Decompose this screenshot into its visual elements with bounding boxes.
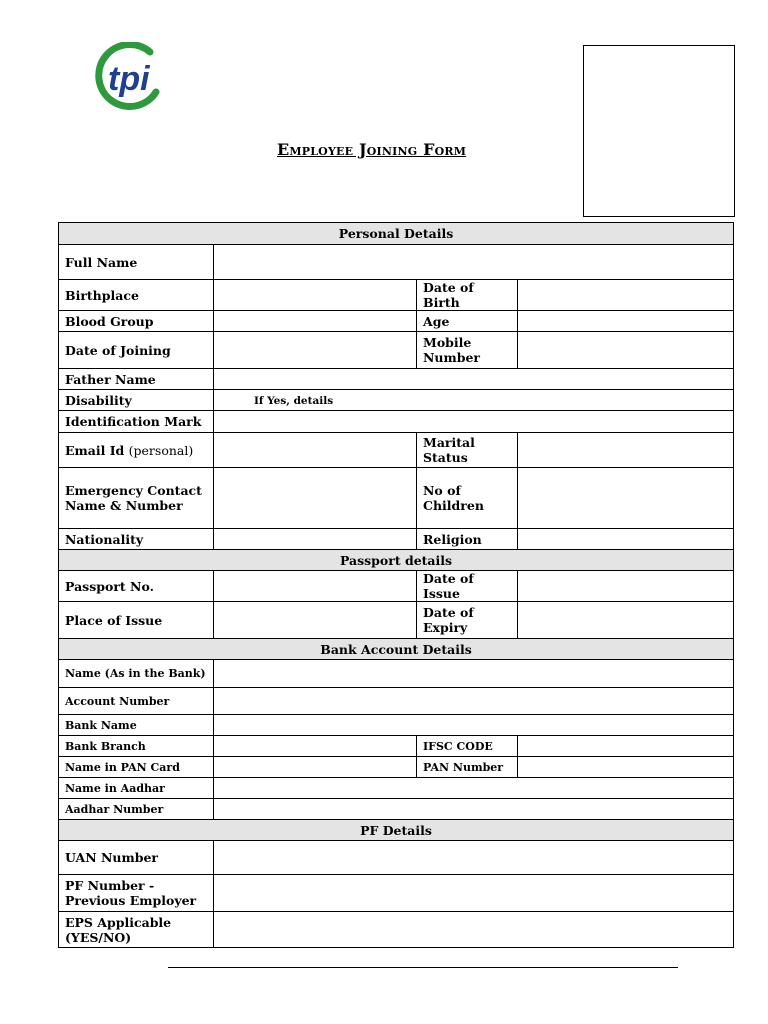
logo-text: tpi [108, 60, 150, 98]
label-age: Age [417, 311, 518, 332]
photo-box[interactable] [583, 45, 735, 217]
label-place-of-issue: Place of Issue [59, 602, 214, 639]
label-date-of-joining: Date of Joining [59, 332, 214, 369]
aadhar-number-field[interactable] [214, 799, 734, 820]
label-pan-number: PAN Number [417, 757, 518, 778]
label-marital-status: Marital Status [417, 433, 518, 468]
section-header-row [59, 550, 734, 571]
label-date-of-birth: Date of Birth [417, 280, 518, 311]
label-religion: Religion [417, 529, 518, 550]
label-date-of-expiry: Date of Expiry [417, 602, 518, 639]
table-row [59, 757, 734, 778]
table-row [59, 912, 734, 948]
table-row [59, 660, 734, 688]
date-of-issue-field[interactable] [518, 571, 734, 602]
pan-number-field[interactable] [518, 757, 734, 778]
label-nationality: Nationality [59, 529, 214, 550]
bank-name-field[interactable] [214, 715, 734, 736]
name-in-pan-field[interactable] [214, 757, 417, 778]
label-no-of-children: No of Children [417, 468, 518, 529]
label-name-in-aadhar: Name in Aadhar [59, 778, 214, 799]
table-row [59, 390, 734, 411]
name-in-bank-field[interactable] [214, 660, 734, 688]
label-bank-name: Bank Name [59, 715, 214, 736]
identification-mark-field[interactable] [214, 411, 734, 433]
label-pf-number-previous: PF Number -Previous Employer [59, 875, 214, 912]
account-number-field[interactable] [214, 688, 734, 715]
marital-status-field[interactable] [518, 433, 734, 468]
table-row [59, 280, 734, 311]
disability-field[interactable] [214, 390, 734, 411]
label-eps-applicable: EPS Applicable (YES/NO) [59, 912, 214, 948]
form-title: Employee Joining Form [277, 140, 467, 159]
table-row [59, 715, 734, 736]
label-name-in-bank: Name (As in the Bank) [59, 660, 214, 688]
pf-number-previous-field[interactable] [214, 875, 734, 912]
email-id-text: Email Id [65, 442, 125, 458]
blood-group-field[interactable] [214, 311, 417, 332]
religion-field[interactable] [518, 529, 734, 550]
section-pf-details: PF Details [59, 820, 734, 841]
father-name-field[interactable] [214, 369, 734, 390]
disability-note: If Yes, details [254, 394, 334, 407]
section-header-row [59, 820, 734, 841]
table-row [59, 602, 734, 639]
table-row [59, 468, 734, 529]
email-qualifier: (personal) [128, 442, 194, 458]
section-header-row [59, 223, 734, 245]
eps-applicable-field[interactable] [214, 912, 734, 948]
table-row [59, 799, 734, 820]
label-uan-number: UAN Number [59, 841, 214, 875]
age-field[interactable] [518, 311, 734, 332]
full-name-field[interactable] [214, 245, 734, 280]
table-row [59, 841, 734, 875]
label-ifsc-code: IFSC CODE [417, 736, 518, 757]
table-row [59, 688, 734, 715]
table-row [59, 311, 734, 332]
place-of-issue-field[interactable] [214, 602, 417, 639]
section-bank-account-details: Bank Account Details [59, 639, 734, 660]
label-passport-no: Passport No. [59, 571, 214, 602]
section-personal-details: Personal Details [59, 223, 734, 245]
label-account-number: Account Number [59, 688, 214, 715]
uan-number-field[interactable] [214, 841, 734, 875]
label-bank-branch: Bank Branch [59, 736, 214, 757]
label-name-in-pan: Name in PAN Card [59, 757, 214, 778]
table-row [59, 778, 734, 799]
joining-form-table [58, 222, 734, 948]
label-full-name: Full Name [59, 245, 214, 280]
section-header-row [59, 639, 734, 660]
bank-branch-field[interactable] [214, 736, 417, 757]
nationality-field[interactable] [214, 529, 417, 550]
label-identification-mark: Identification Mark [59, 411, 214, 433]
table-row [59, 571, 734, 602]
section-passport-details: Passport details [59, 550, 734, 571]
company-logo [94, 42, 166, 114]
table-row [59, 332, 734, 369]
label-birthplace: Birthplace [59, 280, 214, 311]
table-row [59, 433, 734, 468]
table-row [59, 411, 734, 433]
label-date-of-issue: Date of Issue [417, 571, 518, 602]
label-disability: Disability [59, 390, 214, 411]
date-of-joining-field[interactable] [214, 332, 417, 369]
label-blood-group: Blood Group [59, 311, 214, 332]
no-of-children-field[interactable] [518, 468, 734, 529]
birthplace-field[interactable] [214, 280, 417, 311]
name-in-aadhar-field[interactable] [214, 778, 734, 799]
date-of-birth-field[interactable] [518, 280, 734, 311]
table-row [59, 245, 734, 280]
table-row [59, 369, 734, 390]
emergency-contact-field[interactable] [214, 468, 417, 529]
label-emergency-contact: Emergency Contact Name & Number [59, 468, 214, 529]
label-mobile-number: Mobile Number [417, 332, 518, 369]
email-id-field[interactable] [214, 433, 417, 468]
label-aadhar-number: Aadhar Number [59, 799, 214, 820]
mobile-number-field[interactable] [518, 332, 734, 369]
date-of-expiry-field[interactable] [518, 602, 734, 639]
ifsc-code-field[interactable] [518, 736, 734, 757]
label-email-id [59, 433, 214, 468]
table-row [59, 529, 734, 550]
label-father-name: Father Name [59, 369, 214, 390]
table-row [59, 875, 734, 912]
table-row [59, 736, 734, 757]
passport-no-field[interactable] [214, 571, 417, 602]
signature-line [168, 967, 678, 968]
